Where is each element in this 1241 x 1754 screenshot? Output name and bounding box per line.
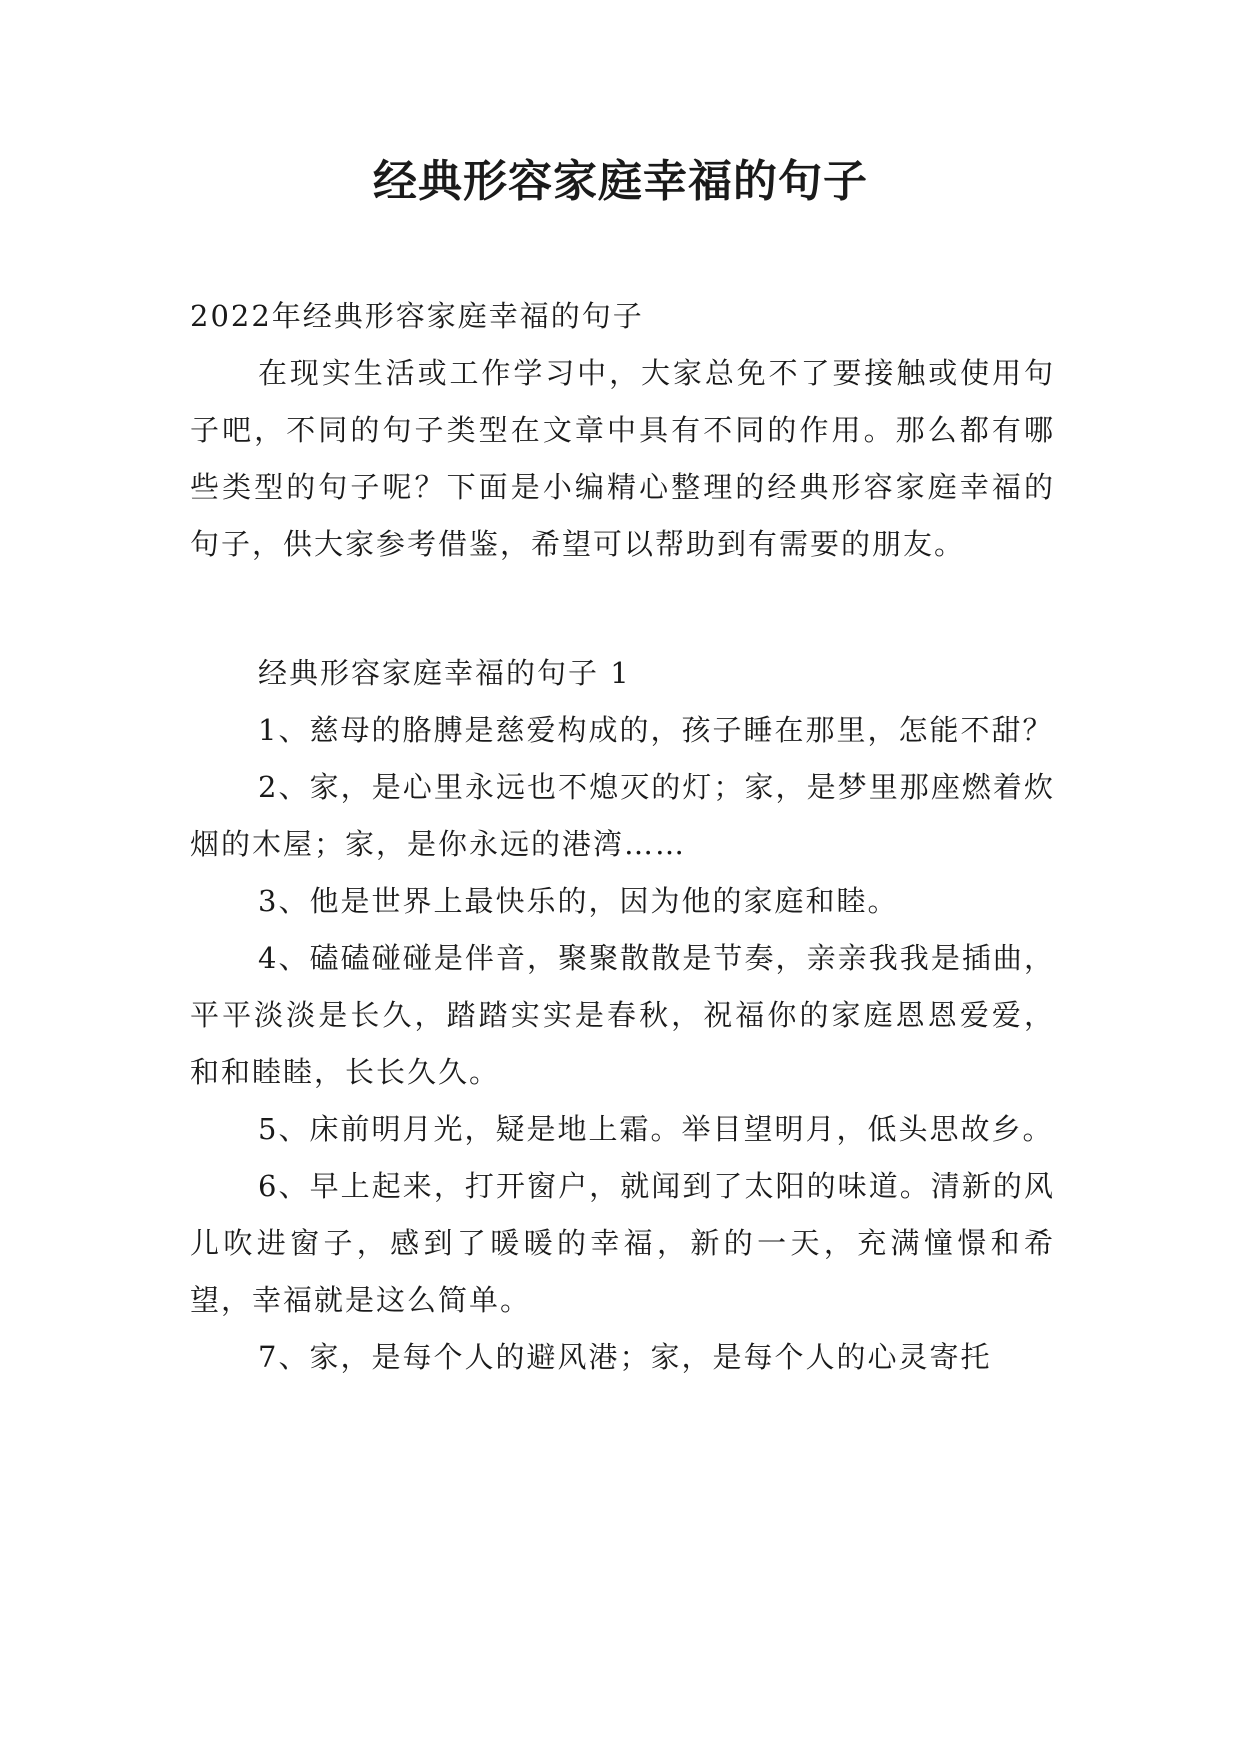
list-item: 6、早上起来，打开窗户，就闻到了太阳的味道。清新的风儿吹进窗子，感到了暖暖的幸福，新的一天，充满憧憬和希望，幸福就是这么简单。 bbox=[190, 1169, 1055, 1317]
paragraph-spacer bbox=[190, 573, 1055, 645]
document-body bbox=[190, 288, 1055, 1386]
list-item: 3、他是世界上最快乐的，因为他的家庭和睦。 bbox=[258, 884, 899, 918]
list-item: 4、磕磕碰碰是伴音，聚聚散散是节奏，亲亲我我是插曲，平平淡淡是长久，踏踏实实是春秋，祝福你的家庭恩恩爱爱，和和睦睦，长长久久。 bbox=[190, 941, 1055, 1089]
document-subtitle: 2022年经典形容家庭幸福的句子 bbox=[190, 299, 644, 333]
list-item: 7、家，是每个人的避风港；家，是每个人的心灵寄托 bbox=[258, 1340, 992, 1374]
document-title: 经典形容家庭幸福的句子 bbox=[373, 156, 868, 207]
section-heading: 经典形容家庭幸福的句子 1 bbox=[258, 656, 631, 690]
intro-paragraph: 在现实生活或工作学习中，大家总免不了要接触或使用句子吧，不同的句子类型在文章中具有不同的作用。那么都有哪些类型的句子呢？下面是小编精心整理的经典形容家庭幸福的句子，供大家参考借鉴，希望可以帮助到有需要的朋友。 bbox=[190, 356, 1055, 561]
list-item: 2、家，是心里永远也不熄灭的灯；家，是梦里那座燃着炊烟的木屋；家，是你永远的港湾…… bbox=[190, 770, 1055, 861]
list-item: 5、床前明月光，疑是地上霜。举目望明月，低头思故乡。 bbox=[258, 1112, 1054, 1146]
list-item: 1、慈母的胳膊是慈爱构成的，孩子睡在那里，怎能不甜？ bbox=[258, 713, 1054, 747]
